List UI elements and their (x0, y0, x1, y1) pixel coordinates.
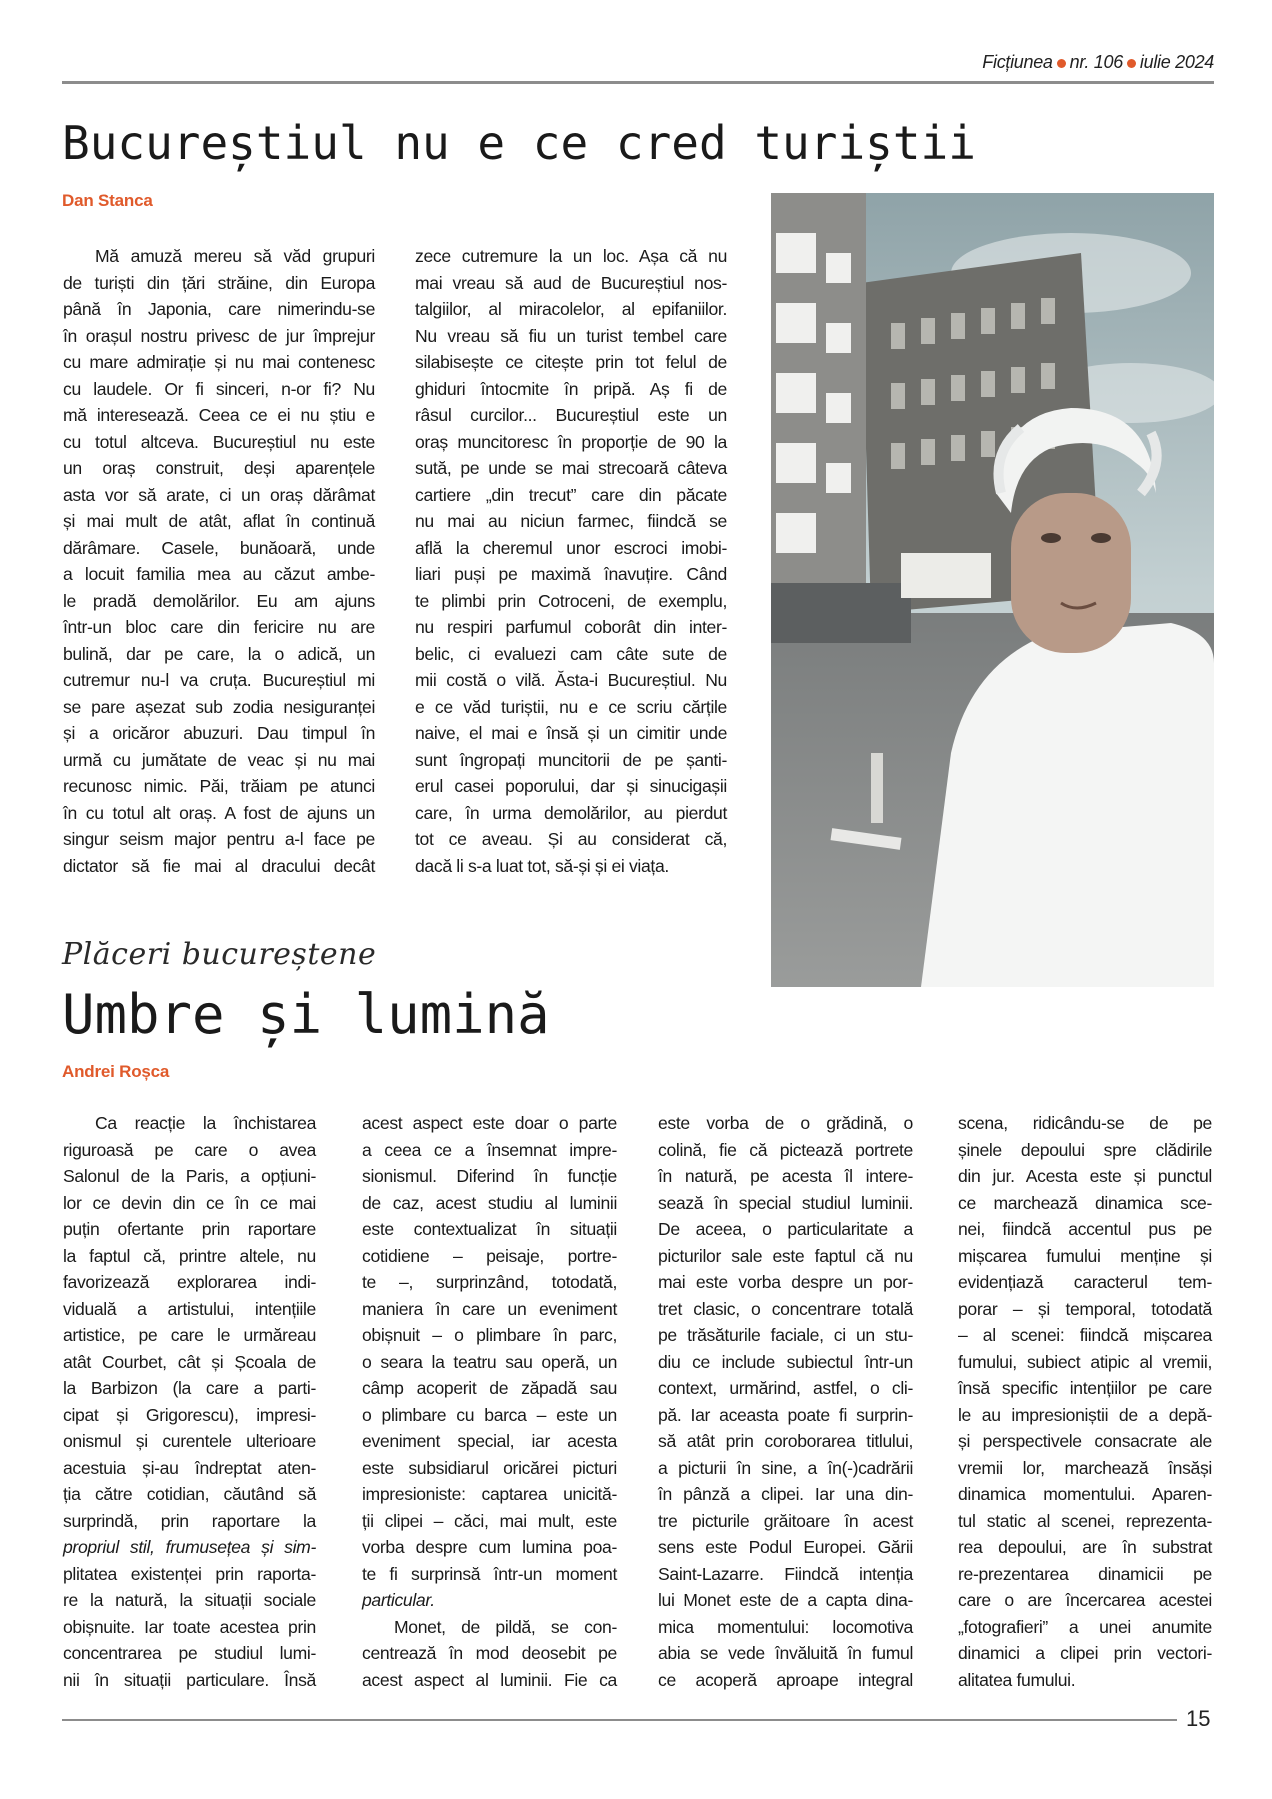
text-line: este vorba de o grădină, o (658, 1113, 913, 1133)
text-line: alitatea fumului. (958, 1669, 1076, 1690)
text-line: în cu totul alt oraș. A fost de ajuns un (63, 802, 375, 823)
text-line: să atât prin coroborarea titlului, (658, 1431, 913, 1451)
text-line: cutremur nu-l va cruța. Bucureștiul mi (63, 670, 375, 690)
text-line: – al scenei: fiindcă mișcarea (958, 1325, 1212, 1345)
text-line: atât Courbet, cât și Școala de (63, 1351, 316, 1372)
text-line: re-prezentarea dinamicii pe (958, 1563, 1212, 1584)
text-line: lui Monet este de a capta dina- (658, 1590, 913, 1610)
text-line: o seara la teatru sau operă, un (362, 1351, 617, 1372)
text-line: ce acoperă aproape integral (658, 1669, 913, 1690)
text-line: acestuia și-au îndreptat aten- (63, 1457, 316, 1478)
text-line: context, urmărind, astfel, o cli- (658, 1378, 913, 1398)
text-line: liari puși pe maximă înavuțire. Când (415, 564, 727, 584)
text-line: nii în situații particulare. Însă (63, 1669, 316, 1690)
text-line: surprindă, prin raportare la (63, 1510, 316, 1531)
text-line: artistice, pe care le urmăreau (63, 1325, 316, 1345)
text-line: se pare așezat sub zodia nesiguranței (63, 696, 375, 717)
text-line: vorba despre cum lumina poa- (362, 1537, 617, 1557)
text-line: nu respiri parfumul coborât din inter- (415, 617, 727, 637)
text-line: particular. (362, 1590, 435, 1610)
text-line: și a oricăror abuzuri. Dau timpul în (63, 723, 375, 743)
text-line: dacă li s-a luat tot, să-și și ei viața. (415, 855, 669, 876)
text-line: scena, ridicându-se de pe (958, 1113, 1212, 1133)
text-line: asta vor să arate, ci un oraș dărâmat (63, 484, 375, 505)
text-line: la Barbizon (la care a parti- (63, 1378, 316, 1398)
text-line: acest aspect al luminii. Fie ca (362, 1669, 617, 1690)
text-line: Nu vreau să fiu un turist tembel care (415, 325, 727, 346)
text-line: pe trăsăturile faciale, ci un stu- (658, 1325, 913, 1345)
text-line: de caz, acest studiu al luminii (362, 1192, 617, 1213)
text-line: cu laudele. Or fi sinceri, n-or fi? Nu (63, 378, 375, 399)
text-line: a ceea ce a însemnat impre- (362, 1139, 617, 1160)
text-line: și mai mult de atât, aflat în continuă (63, 511, 375, 531)
text-line: onismul și curentele ulterioare (63, 1431, 316, 1451)
text-line: cartiere „din trecut” care din păcate (415, 484, 727, 505)
text-line: a locuit familia mea au căzut ambe- (63, 564, 375, 584)
text-line: zece cutremure la un loc. Așa că nu (415, 246, 727, 266)
text-line: centrează în mod deosebit pe (362, 1643, 617, 1663)
text-line: dărâmare. Casele, bunăoară, unde (63, 537, 375, 558)
text-line: Salonul de la Paris, a opțiuni- (63, 1166, 316, 1186)
text-line: sunt îngropați muncitorii de pe șanti- (415, 749, 727, 770)
text-line: acest aspect este doar o parte (362, 1113, 617, 1133)
text-line: recunosc nimic. Păi, trăiam pe atunci (63, 776, 375, 796)
text-line: într-un bloc care din fericire nu are (63, 617, 375, 637)
text-line: ghiduri întocmite în pripă. Aș fi de (415, 378, 727, 399)
text-line: diu ce include subiectul într-un (658, 1351, 913, 1372)
magazine-name: Ficțiunea (982, 52, 1053, 72)
article1-title: Bucureștiul nu e ce cred turiștii (62, 116, 976, 170)
text-line: este subsidiarul oricărei picturi (362, 1457, 617, 1478)
article1-column-1 (63, 243, 375, 879)
article2-author: Andrei Roșca (62, 1062, 170, 1081)
article2-column-2 (362, 1110, 617, 1693)
text-line: le pradă demolărilor. Eu am ajuns (63, 590, 375, 611)
text-line: puțin ofertante prin raportare (63, 1219, 316, 1239)
text-line: mișcarea fumului menține și (958, 1245, 1212, 1266)
text-line: „fotografieri” a unei anumite (958, 1616, 1212, 1637)
text-line: sută, pe unde se mai strecoară câteva (415, 458, 727, 478)
text-line: tre picturile grăitoare în acest (658, 1510, 913, 1531)
text-line: impresioniste: captarea unicită- (362, 1484, 617, 1504)
issue-date: iulie 2024 (1139, 52, 1214, 72)
text-line: cu totul altceva. Bucureștiul nu este (63, 431, 375, 452)
text-line: câmp acoperit de zăpadă sau (362, 1378, 617, 1398)
text-line: riguroasă pe care o avea (63, 1139, 316, 1160)
text-line: și perspectivele consacrate ale (958, 1431, 1212, 1451)
issue-header (982, 52, 1214, 73)
text-line: de turiști din țări străine, din Europa (63, 272, 375, 293)
text-line: obișnuite. Iar toate acestea prin (63, 1616, 316, 1637)
text-line: te plimbi prin Cotroceni, de exemplu, (415, 590, 727, 611)
text-line: te fi surprinsă într-un moment (362, 1563, 617, 1584)
text-line: Saint-Lazarre. Fiindcă intenția (658, 1563, 913, 1584)
article1-author: Dan Stanca (62, 191, 153, 210)
article2-column-3 (658, 1110, 913, 1693)
text-line: abia se vede învăluită în fumul (658, 1643, 913, 1663)
text-line: tot ce aveau. Și au considerat că, (415, 829, 727, 849)
text-line: a picturii în sine, a în(-)cadrării (658, 1457, 913, 1478)
text-line: mica momentului: locomotiva (658, 1616, 913, 1637)
text-line: mai vreau să aud de Bucureștiul nos- (415, 272, 727, 293)
text-line: sionismul. Diferind în funcție (362, 1166, 617, 1186)
text-line: Mă amuză mereu să văd grupuri (95, 246, 375, 266)
text-line: însă specific intențiilor pe care (958, 1378, 1212, 1398)
text-line: până în Japonia, care nimerindu-se (63, 299, 375, 319)
text-line: re la natură, la situații sociale (63, 1590, 316, 1610)
text-line: propriul stil, frumusețea și sim- (63, 1537, 316, 1557)
text-line: ce marchează dinamica sce- (958, 1192, 1212, 1213)
bullet-dot-icon (1057, 59, 1066, 68)
text-line: vremii lor, marchează însăși (958, 1457, 1212, 1478)
text-line: naive, el mai e însă și un cimitir unde (415, 723, 727, 743)
text-line: evidențiază caracterul tem- (958, 1272, 1212, 1292)
text-line: rea depoului, are în substrat (958, 1537, 1212, 1557)
author-photo (771, 193, 1214, 987)
text-line: la faptul că, printre altele, nu (63, 1245, 316, 1266)
issue-number: nr. 106 (1069, 52, 1123, 72)
text-line: talgiilor, al miracolelor, al epifaniilor. (415, 299, 727, 319)
text-line: cu mare admirație și nu mai contenesc (63, 352, 375, 372)
text-line: le au impresioniștii de a depă- (958, 1404, 1212, 1425)
text-line: Monet, de pildă, se con- (394, 1616, 617, 1637)
article2-rubric: Plăceri bucureștene (62, 937, 377, 972)
text-line: șinele depoului spre clădirile (958, 1139, 1212, 1160)
text-line: maniera în care un eveniment (362, 1298, 617, 1319)
text-line: în natură, pe acesta îl intere- (658, 1166, 913, 1186)
text-line: favorizează explorarea indi- (63, 1272, 316, 1292)
text-line: oraș muncitoresc în proporție de 90 la (415, 431, 727, 452)
text-line: te –, surprinzând, totodată, (362, 1272, 617, 1292)
text-line: erul casei poporului, dar și sinucigașii (415, 776, 727, 796)
text-line: De aceea, o particularitate a (658, 1219, 913, 1239)
text-line: singur seism major pentru a-l face pe (63, 829, 375, 849)
footer-divider (62, 1719, 1177, 1721)
article2-column-4 (958, 1110, 1212, 1693)
text-line: eveniment special, iar acesta (362, 1431, 617, 1451)
text-line: mii costă o vilă. Ăsta-i Bucureștiul. Nu (415, 670, 727, 690)
text-line: ția către cotidian, căutând să (63, 1484, 316, 1504)
text-line: mă interesează. Ceea ce ei nu știu e (63, 405, 375, 425)
text-line: picturilor sale este faptul că nu (658, 1245, 913, 1266)
text-line: bulină, dar pe care, la o adică, un (63, 643, 375, 664)
text-line: este contextualizat în situații (362, 1219, 617, 1239)
text-line: în orașul nostru privesc de jur împrejur (63, 325, 375, 346)
text-line: află la cheremul unor escroci imobi- (415, 537, 727, 558)
text-line: urmă cu jumătate de veac și nu mai (63, 749, 375, 770)
text-line: lor ce devin din ce în ce mai (63, 1192, 316, 1213)
text-line: cotidiene – peisaje, portre- (362, 1245, 617, 1266)
text-line: care, în urma demolărilor, au pierdut (415, 802, 727, 823)
text-line: concentrarea pe studiul lumi- (63, 1643, 316, 1663)
text-line: fumului, subiect atipic al vremii, (958, 1351, 1212, 1372)
header-divider (62, 81, 1214, 84)
text-line: dinamica momentului. Aparen- (958, 1484, 1212, 1504)
text-line: sens este Podul Europei. Gării (658, 1537, 913, 1557)
text-line: pă. Iar aceasta poate fi surprin- (658, 1404, 913, 1425)
page-number: 15 (1186, 1706, 1211, 1731)
text-line: nei, fiindcă accentul pus pe (958, 1219, 1212, 1239)
text-line: nu mai au niciun farmec, fiindcă se (415, 511, 727, 531)
article2-title: Umbre și lumină (62, 983, 550, 1046)
text-line: ții clipei – căci, mai mult, este (362, 1510, 617, 1531)
text-line: colină, fie că pictează portrete (658, 1139, 913, 1160)
text-line: în pânză a clipei. Iar una din- (658, 1484, 913, 1504)
text-line: belic, ci evaluezi cam câte sute de (415, 643, 727, 664)
text-line: o plimbare cu barca – este un (362, 1404, 617, 1425)
article2-column-1 (63, 1110, 316, 1693)
text-line: mai este vorba despre un por- (658, 1272, 913, 1292)
text-line: tul static al scenei, reprezenta- (958, 1510, 1212, 1531)
text-line: obișnuit – o plimbare în parc, (362, 1325, 617, 1345)
article1-column-2 (415, 243, 727, 879)
text-line: care o are încercarea acestei (958, 1590, 1212, 1610)
text-line: un oraș construit, deși aparențele (63, 458, 375, 478)
text-line: tret clasic, o concentrare totală (658, 1298, 913, 1319)
text-line: Ca reacție la închistarea (95, 1113, 316, 1133)
text-line: viduală a artistului, intențiile (63, 1298, 316, 1319)
text-line: râsul curcilor... Bucureștiul este un (415, 405, 727, 425)
text-line: din jur. Acesta este și punctul (958, 1166, 1212, 1186)
text-line: porar – și temporal, totodată (958, 1298, 1212, 1319)
text-line: plitatea existenței prin raporta- (63, 1563, 316, 1584)
text-line: dictator să fie mai al dracului decât (63, 855, 375, 876)
text-line: e ce văd turiștii, nu e ce scriu cărțile (415, 696, 727, 717)
text-line: cipat și Grigorescu), impresi- (63, 1404, 316, 1425)
text-line: sează în special studiul luminii. (658, 1192, 913, 1213)
bullet-dot-icon (1127, 59, 1136, 68)
text-line: silabisește ce citește prin tot felul de (415, 352, 727, 372)
text-line: dinamici a clipei prin vectori- (958, 1643, 1212, 1663)
